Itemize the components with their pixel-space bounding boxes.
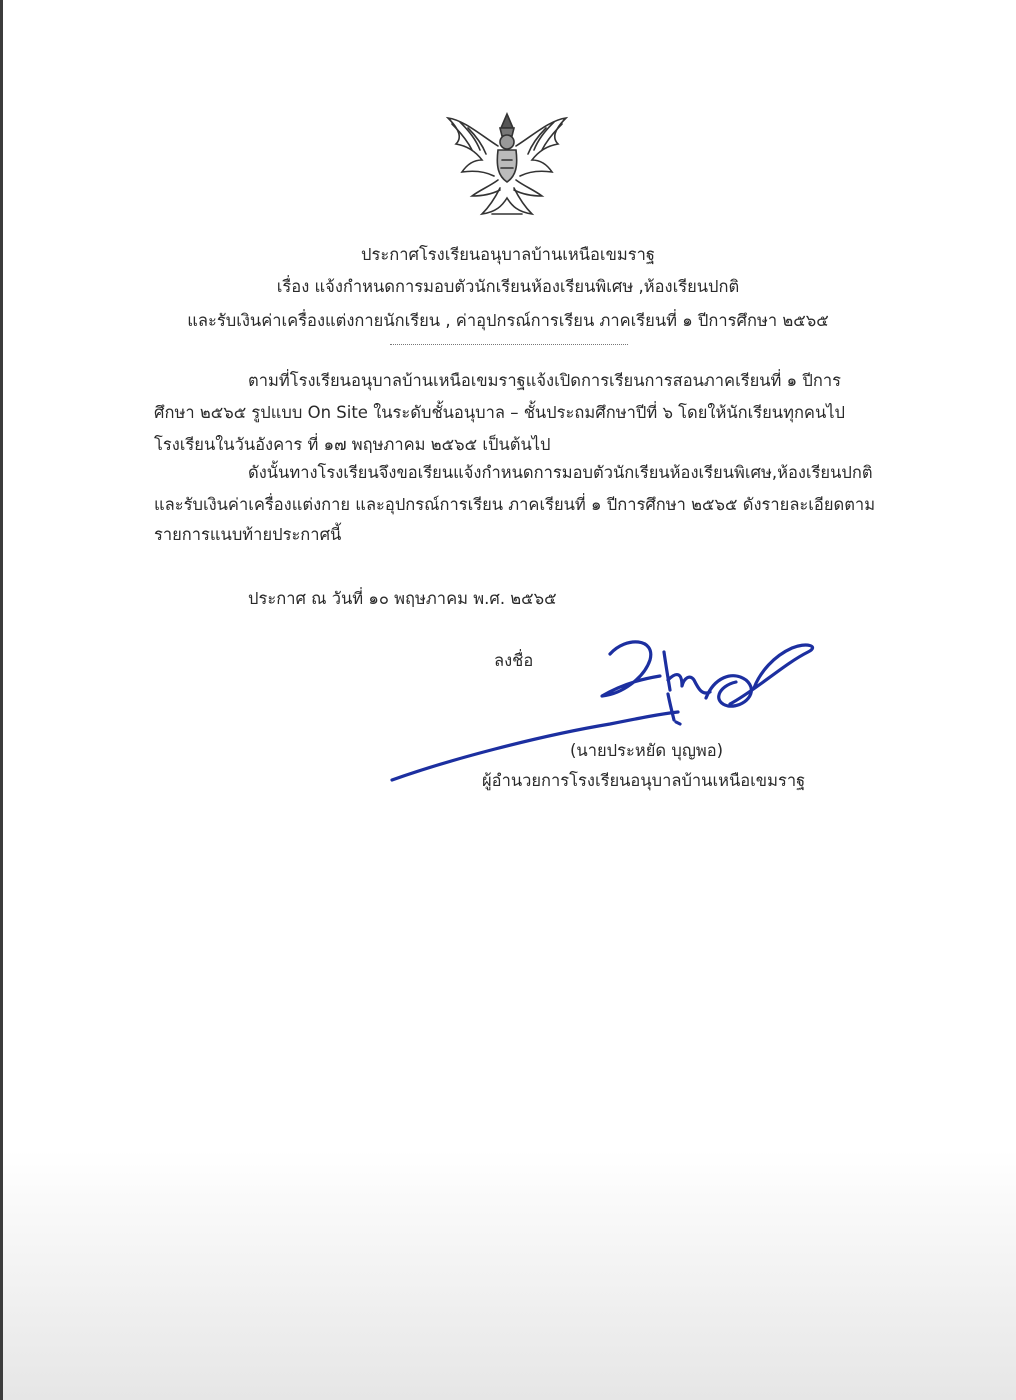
announcement-date: ประกาศ ณ วันที่ ๑๐ พฤษภาคม พ.ศ. ๒๕๖๕ [248,589,557,608]
paragraph-2-line-1: ดังนั้นทางโรงเรียนจึงขอเรียนแจ้งกำหนดการมอบตัวนักเรียนห้องเรียนพิเศษ,ห้องเรียนปกติ [248,463,873,482]
page-left-edge [0,0,3,1400]
paragraph-1-line-2: ศึกษา ๒๕๖๕ รูปแบบ On Site ในระดับชั้นอนุบาล – ชั้นประถมศึกษาปีที่ ๖ โดยให้นักเรียนทุกคนไป [154,403,846,422]
dotted-separator [390,344,628,345]
announcement-subject: เรื่อง แจ้งกำหนดการมอบตัวนักเรียนห้องเรียนพิเศษ ,ห้องเรียนปกติ [276,277,740,296]
announcement-title: ประกาศโรงเรียนอนุบาลบ้านเหนือเขมราฐ [361,245,655,264]
announcement-subject-cont: และรับเงินค่าเครื่องแต่งกายนักเรียน , ค่าอุปกรณ์การเรียน ภาคเรียนที่ ๑ ปีการศึกษา ๒๕๖๕ [187,311,829,330]
sign-label: ลงชื่อ [494,651,534,670]
garuda-emblem-icon [442,110,572,222]
paragraph-2-line-2: และรับเงินค่าเครื่องแต่งกาย และอุปกรณ์การเรียน ภาคเรียนที่ ๑ ปีการศึกษา ๒๕๖๕ ดังรายละเอียดตาม [154,495,876,514]
signer-position: ผู้อำนวยการโรงเรียนอนุบาลบ้านเหนือเขมราฐ [482,771,806,790]
handwritten-signature [388,632,820,788]
paragraph-1-line-1: ตามที่โรงเรียนอนุบาลบ้านเหนือเขมราฐแจ้งเปิดการเรียนการสอนภาคเรียนที่ ๑ ปีการ [248,371,841,390]
paragraph-1-line-3: โรงเรียนในวันอังคาร ที่ ๑๗ พฤษภาคม ๒๕๖๕ เป็นต้นไป [154,435,551,454]
signer-name: (นายประหยัด บุญพอ) [570,741,724,760]
paragraph-2-line-3: รายการแนบท้ายประกาศนี้ [154,525,342,544]
